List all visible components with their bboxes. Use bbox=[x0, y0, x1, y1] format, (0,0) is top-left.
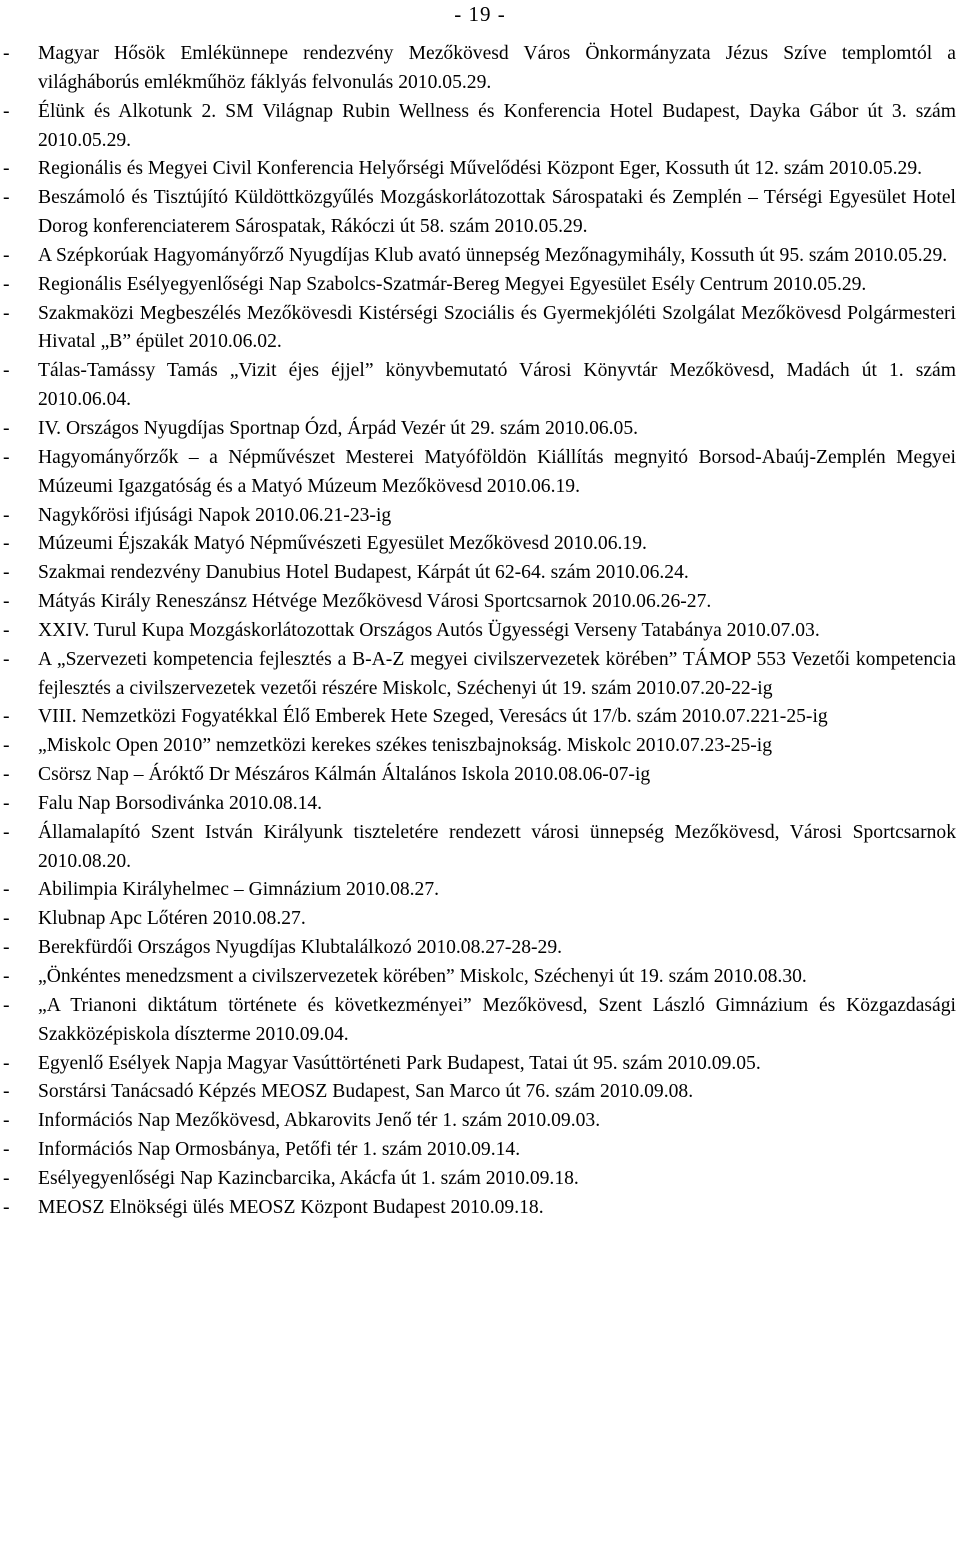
list-item-text: Esélyegyenlőségi Nap Kazincbarcika, Akácfa út 1. szám 2010.09.18. bbox=[38, 1167, 579, 1189]
list-item-text: Mátyás Király Reneszánsz Hétvége Mezőkövesd Városi Sportcsarnok 2010.06.26-27. bbox=[38, 591, 712, 613]
list-item-text: Egyenlő Esélyek Napja Magyar Vasúttörténeti Park Budapest, Tatai út 95. szám 2010.09.05. bbox=[38, 1052, 761, 1074]
list-item-text: „Miskolc Open 2010” nemzetközi kerekes székes teniszbajnokság. Miskolc 2010.07.23-25-ig bbox=[38, 735, 773, 757]
list-item bbox=[0, 242, 960, 271]
bullet-dash: - bbox=[3, 1139, 10, 1161]
bullet-dash: - bbox=[3, 966, 10, 987]
bullet-dash: - bbox=[3, 504, 10, 526]
bullet-dash: - bbox=[3, 591, 10, 613]
bullet-dash: - bbox=[3, 908, 10, 930]
list-item-text: Információs Nap Mezőkövesd, Abkarovits Jenő tér 1. szám 2010.09.03. bbox=[38, 1110, 601, 1132]
bullet-dash: - bbox=[3, 360, 10, 382]
list-item-text: Múzeumi Éjszakák Matyó Népművészeti Egyesület Mezőkövesd 2010.06.19. bbox=[38, 533, 647, 555]
list-item bbox=[0, 703, 960, 732]
list-item bbox=[0, 646, 960, 704]
bullet-dash: - bbox=[3, 937, 10, 959]
bullet-dash: - bbox=[3, 879, 10, 901]
list-item bbox=[0, 502, 960, 531]
list-item-text: IV. Országos Nyugdíjas Sportnap Ózd, Árpád Vezér út 29. szám 2010.06.05. bbox=[38, 417, 639, 439]
list-item-text: Sorstársi Tanácsadó Képzés MEOSZ Budapest, San Marco út 76. szám 2010.09.08. bbox=[38, 1081, 694, 1103]
list-item bbox=[0, 992, 960, 1050]
list-item-text: Szakmai rendezvény Danubius Hotel Budapest, Kárpát út 62-64. szám 2010.06.24. bbox=[38, 562, 689, 584]
list-item bbox=[0, 963, 960, 992]
bullet-dash: - bbox=[3, 619, 10, 641]
list-item-text: Szakmaközi Megbeszélés Mezőkövesdi Kistérségi Szociális és Gyermekjóléti Szolgálat Mezőkövesd Polgármesteri Hivatal „B” épület 2010.06.02. bbox=[38, 302, 956, 353]
bullet-dash: - bbox=[3, 821, 10, 843]
bullet-dash: - bbox=[3, 562, 10, 584]
list-item-text: „A Trianoni diktátum története és következményei” Mezőkövesd, Szent László Gimnázium és Közgazdasági Szakközépiskola díszterme 2010.09.04. bbox=[38, 994, 956, 1045]
list-item bbox=[0, 357, 960, 415]
list-item-text: Falu Nap Borsodivánka 2010.08.14. bbox=[38, 792, 323, 814]
list-item bbox=[0, 934, 960, 963]
list-item-text: Információs Nap Ormosbánya, Petőfi tér 1. szám 2010.09.14. bbox=[38, 1139, 521, 1161]
list-item bbox=[0, 1078, 960, 1107]
list-item-text: Magyar Hősök Emlékünnepe rendezvény Mezőkövesd Város Önkormányzata Jézus Szíve templomtól a világháborús emlékműhöz fáklyás felvonulás 2010.05.29. bbox=[38, 43, 956, 93]
list-item bbox=[0, 155, 960, 184]
list-item-text: Államalapító Szent István Királyunk tiszteletére rendezett városi ünnepség Mezőkövesd, Városi Sportcsarnok 2010.08.20. bbox=[38, 821, 956, 872]
list-item-text: Beszámoló és Tisztújító Küldöttközgyűlés Mozgáskorlátozottak Sárospataki és Zemplén – Térségi Egyesület Hotel Dorog konferenciaterem Sárospatak, Rákóczi út 58. szám 2010.05.29. bbox=[38, 187, 956, 238]
list-item-text: Nagykőrösi ifjúsági Napok 2010.06.21-23-ig bbox=[38, 504, 392, 526]
list-item bbox=[0, 1165, 960, 1194]
list-item bbox=[0, 905, 960, 934]
list-item-text: Csörsz Nap – Áróktő Dr Mészáros Kálmán Általános Iskola 2010.08.06-07-ig bbox=[38, 764, 651, 786]
list-item-text: MEOSZ Elnökségi ülés MEOSZ Központ Budapest 2010.09.18. bbox=[38, 1196, 544, 1218]
bullet-dash: - bbox=[3, 735, 10, 757]
list-item-text: „Önkéntes menedzsment a civilszervezetek körében” Miskolc, Széchenyi út 19. szám 2010.08.30. bbox=[38, 966, 807, 987]
list-item-text: A „Szervezeti kompetencia fejlesztés a B-A-Z megyei civilszervezetek körében” TÁMOP 553 Vezetői kompetencia fejlesztés a civilszervezetek vezetői részére Miskolc, Széchenyi út 19. szám 2010.07.20-22-ig bbox=[38, 648, 956, 699]
list-item bbox=[0, 588, 960, 617]
list-item bbox=[0, 559, 960, 588]
bullet-dash: - bbox=[3, 273, 10, 295]
list-item bbox=[0, 1194, 960, 1223]
bullet-dash: - bbox=[3, 187, 10, 209]
list-item-text: Regionális Esélyegyenlőségi Nap Szabolcs-Szatmár-Bereg Megyei Egyesület Esély Centrum 2010.05.29. bbox=[38, 273, 867, 295]
list-item bbox=[0, 876, 960, 905]
list-item-text: Élünk és Alkotunk 2. SM Világnap Rubin Wellness és Konferencia Hotel Budapest, Dayka Gábor út 3. szám 2010.05.29. bbox=[38, 100, 956, 151]
list-item bbox=[0, 415, 960, 444]
bullet-dash: - bbox=[3, 1110, 10, 1132]
bullet-dash: - bbox=[3, 417, 10, 439]
bullet-dash: - bbox=[3, 1196, 10, 1218]
list-item-text: Hagyományőrzők – a Népművészet Mesterei Matyóföldön Kiállítás megnyitó Borsod-Abaúj-Zemplén Megyei Múzeumi Igazgatóság és a Matyó Múzeum Mezőkövesd 2010.06.19. bbox=[38, 446, 956, 497]
list-item bbox=[0, 1107, 960, 1136]
list-item-text: A Szépkorúak Hagyományőrző Nyugdíjas Klub avató ünnepség Mezőnagymihály, Kossuth út 95. szám 2010.05.29. bbox=[38, 244, 948, 266]
bullet-dash: - bbox=[3, 994, 10, 1016]
list-item bbox=[0, 530, 960, 559]
bullet-dash: - bbox=[3, 1081, 10, 1103]
bullet-dash: - bbox=[3, 158, 10, 180]
list-item bbox=[0, 1050, 960, 1079]
bullet-dash: - bbox=[3, 533, 10, 555]
list-item-text: Abilimpia Királyhelmec – Gimnázium 2010.08.27. bbox=[38, 879, 440, 901]
bullet-dash: - bbox=[3, 764, 10, 786]
list-item-text: VIII. Nemzetközi Fogyatékkal Élő Emberek Hete Szeged, Veresács út 17/b. szám 2010.07.221-25-ig bbox=[38, 706, 828, 728]
list-item bbox=[0, 98, 960, 156]
list-item-text: Tálas-Tamássy Tamás „Vizit éjes éjjel” könyvbemutató Városi Könyvtár Mezőkövesd, Madách út 1. szám 2010.06.04. bbox=[38, 360, 956, 411]
bullet-dash: - bbox=[3, 792, 10, 814]
list-item bbox=[0, 184, 960, 242]
event-list bbox=[0, 40, 960, 1223]
bullet-dash: - bbox=[3, 302, 10, 324]
bullet-dash: - bbox=[3, 1052, 10, 1074]
list-item-text: Regionális és Megyei Civil Konferencia Helyőrségi Művelődési Központ Eger, Kossuth út 12. szám 2010.05.29. bbox=[38, 158, 923, 180]
list-item-text: Berekfürdői Országos Nyugdíjas Klubtalálkozó 2010.08.27-28-29. bbox=[38, 937, 563, 959]
list-item bbox=[0, 617, 960, 646]
list-item bbox=[0, 819, 960, 877]
bullet-dash: - bbox=[3, 648, 10, 670]
list-item-text: Klubnap Apc Lőtéren 2010.08.27. bbox=[38, 908, 306, 930]
page-number: - 19 - bbox=[454, 2, 506, 26]
bullet-dash: - bbox=[3, 244, 10, 266]
list-item bbox=[0, 761, 960, 790]
bullet-dash: - bbox=[3, 43, 10, 64]
bullet-dash: - bbox=[3, 706, 10, 728]
list-item bbox=[0, 444, 960, 502]
list-item bbox=[0, 790, 960, 819]
bullet-dash: - bbox=[3, 446, 10, 468]
list-item bbox=[0, 1136, 960, 1165]
list-item bbox=[0, 300, 960, 358]
list-item bbox=[0, 732, 960, 761]
list-item bbox=[0, 40, 960, 98]
list-item bbox=[0, 271, 960, 300]
bullet-dash: - bbox=[3, 1167, 10, 1189]
bullet-dash: - bbox=[3, 100, 10, 122]
list-item-text: XXIV. Turul Kupa Mozgáskorlátozottak Országos Autós Ügyességi Verseny Tatabánya 2010.07.03. bbox=[38, 619, 820, 641]
